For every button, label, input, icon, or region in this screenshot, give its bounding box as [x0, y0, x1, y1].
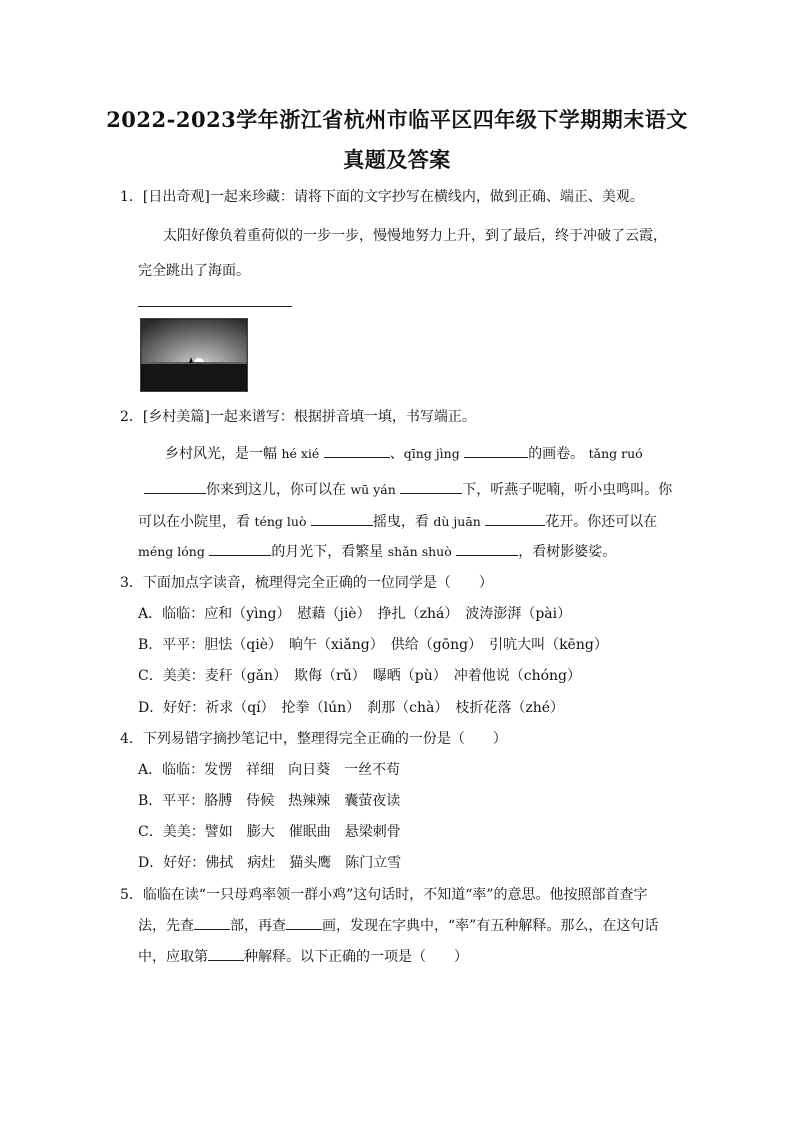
- q3-option-c[interactable]: C．美美：麦秆（gǎn） 欺侮（rǔ） 曝晒（pù） 冲着他说（chóng）: [138, 668, 581, 684]
- pinyin-hexie: hé xié: [281, 446, 320, 461]
- blank-shanshuo[interactable]: [456, 542, 518, 556]
- q5-text: 法，先查: [138, 918, 194, 934]
- q1-copy-blank[interactable]: [138, 306, 292, 307]
- q5-text: 画，发现在字典中，“率”有五种解释。那么，在这句话: [322, 918, 659, 934]
- blank-hexie[interactable]: [324, 444, 390, 458]
- exam-title-line2: 真题及答案: [343, 147, 451, 172]
- q2-line2: [144, 479, 672, 499]
- q4-option-b[interactable]: B．平平：胳膊 侍候 热辣辣 囊萤夜读: [138, 793, 401, 809]
- blank-strokes[interactable]: [286, 916, 322, 930]
- q4-option-c[interactable]: C．美美：譬如 膨大 催眠曲 悬梁刺骨: [138, 824, 401, 840]
- q5-text: 部，再查: [230, 918, 286, 934]
- pinyin-tengluo: téng luò: [254, 514, 307, 529]
- q5-text: 中，应取第: [138, 949, 208, 965]
- q3-prompt: 3．下面加点字读音，梳理得完全正确的一位同学是（ ）: [120, 575, 493, 591]
- q3-option-a[interactable]: A．临临：应和（yìng） 慰藉（jiè） 挣扎（zhá） 波涛澎湃（pài）: [138, 606, 572, 622]
- pinyin-shanshuo: shǎn shuò: [387, 544, 452, 559]
- blank-wuyan[interactable]: [400, 480, 462, 494]
- blank-radical[interactable]: [194, 916, 230, 930]
- q2-text: 你来到这儿，你可以在: [206, 482, 351, 498]
- q2-text: 的画卷。: [528, 446, 585, 462]
- q2-text: 下，听燕子呢喃，听小虫鸣叫。你: [462, 482, 673, 498]
- exam-title-line1: 2022-2023学年浙江省杭州市临平区四年级下学期期末语文: [106, 107, 688, 132]
- pinyin-tangruo: tǎng ruó: [588, 446, 643, 461]
- q4-option-d[interactable]: D．好好：佛拭 病灶 猫头鹰 陈门立雪: [138, 855, 402, 871]
- q5-text: 种解释。以下正确的一项是（ ）: [244, 949, 468, 965]
- q1-text-line2: 完全跳出了海面。: [138, 263, 250, 279]
- pinyin-qingjing: qīng jìng: [403, 446, 460, 461]
- q5-line3: [138, 946, 468, 966]
- blank-tengluo[interactable]: [311, 512, 373, 526]
- q5-line2: [138, 915, 658, 935]
- q2-text: 花开。你还可以在: [545, 514, 658, 530]
- q5-line1: 5．临临在读“一只母鸡率领一群小鸡”这句话时，不知道“率”的意思。他按照部首查字: [120, 887, 648, 903]
- q2-text: ，看树影婆娑。: [518, 544, 617, 560]
- blank-definition[interactable]: [208, 947, 244, 961]
- q2-prompt: 2．[乡村美篇]一起来谱写：根据拼音填一填，书写端正。: [120, 409, 476, 425]
- q2-line1: [165, 443, 643, 463]
- q2-text: 、: [389, 446, 404, 462]
- q2-line3: [138, 511, 657, 531]
- q4-prompt: 4．下列易错字摘抄笔记中，整理得完全正确的一份是（ ）: [120, 731, 507, 747]
- q2-text: 乡村风光，是一幅: [165, 446, 282, 462]
- pinyin-wuyan: wū yán: [350, 482, 396, 497]
- blank-menglong[interactable]: [209, 542, 271, 556]
- q1-text-line1: 太阳好像负着重荷似的一步一步，慢慢地努力上升，到了最后，终于冲破了云霞，: [163, 228, 667, 244]
- q3-option-d[interactable]: D．好好：祈求（qí） 抡拳（lún） 刹那（chà） 枝折花落（zhé）: [138, 700, 565, 716]
- blank-dujuan[interactable]: [485, 512, 545, 526]
- sunrise-photo: [140, 318, 248, 392]
- q2-line4: [138, 541, 616, 561]
- q1-prompt: 1．[日出奇观]一起来珍藏：请将下面的文字抄写在横线内，做到正确、端正、美观。: [120, 189, 644, 205]
- q3-option-b[interactable]: B．平平：胆怯（qiè） 晌午（xiǎng） 供给（gōng） 引吭大叫（kēng）: [138, 637, 608, 653]
- q2-text: 可以在小院里，看: [138, 514, 255, 530]
- q2-text: 摇曳，看: [372, 514, 434, 530]
- blank-tangruo[interactable]: [144, 480, 206, 494]
- q4-option-a[interactable]: A．临临：发愣 祥细 向日葵 一丝不苟: [138, 762, 401, 778]
- pinyin-menglong: méng lóng: [138, 544, 205, 559]
- q2-text: 的月光下，看繁星: [271, 544, 388, 560]
- blank-qingjing[interactable]: [464, 444, 528, 458]
- pinyin-dujuan: dù juān: [433, 514, 481, 529]
